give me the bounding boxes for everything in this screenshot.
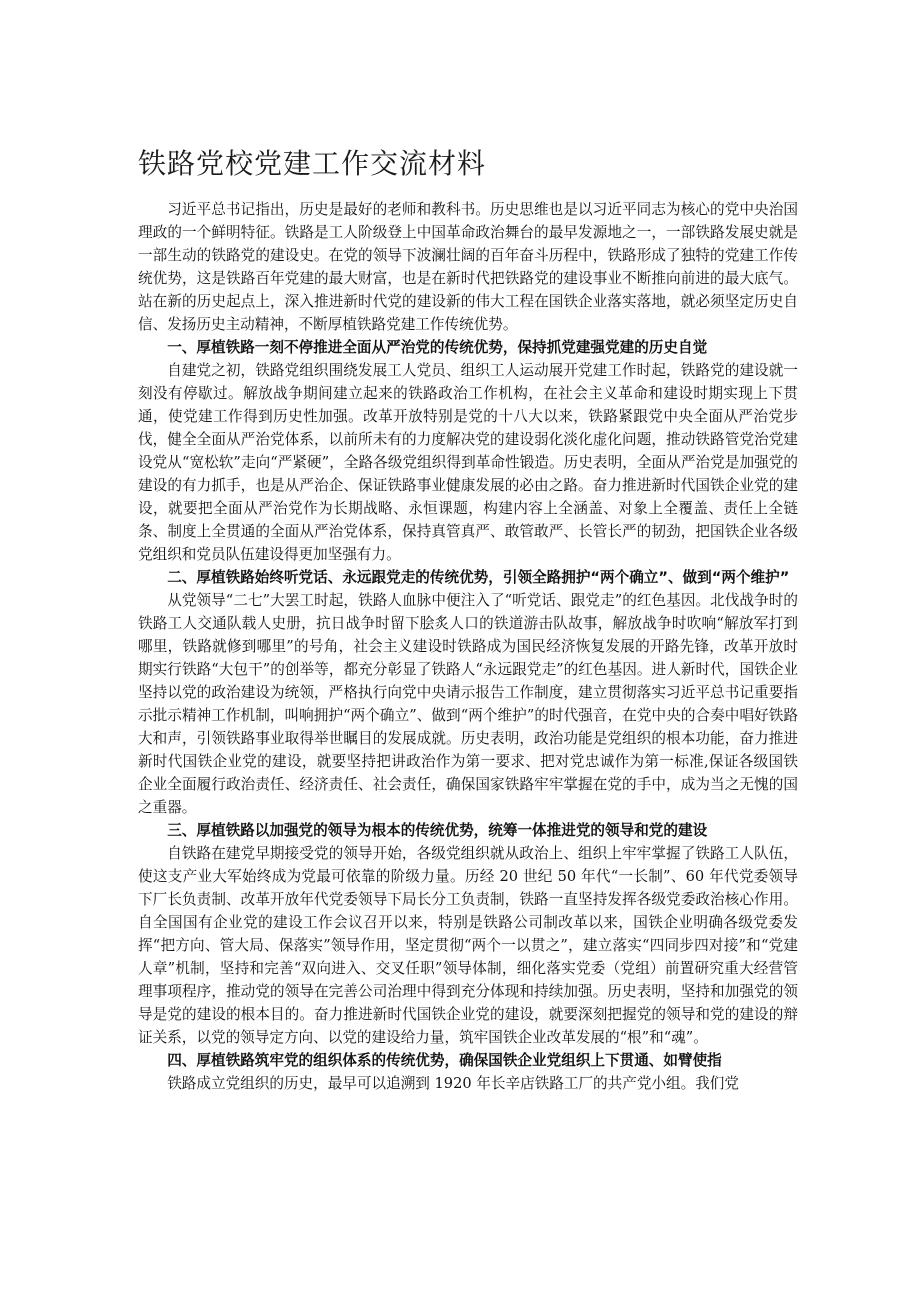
- section-3-paragraph: 自铁路在建党早期接受党的领导开始，各级党组织就从政治上、组织上牢牢掌握了铁路工人队伍，使这支产业大军始终成为党最可依靠的阶级力量。历经 20 世纪 50 年代“一长制”、60 年代党委领导下厂长负责制、改革开放年代党委领导下局长分工负责制，铁路一直坚持发挥各级党委政治核心作用。自全国国有企业党的建设工作会议召开以来，特别是铁路公司制改革以来，国铁企业明确各级党委发挥“把方向、管大局、保落实”领导作用，坚定贯彻“两个一以贯之”，建立落实“四同步四对接”和“党建人章”机制，坚持和完善“双向进入、交叉任职”领导体制，细化落实党委（党组）前置研究重大经营管理事项程序，推动党的领导在完善公司治理中得到充分体现和持续加强。历史表明，坚持和加强党的领导是党的建设的根本目的。奋力推进新时代国铁企业党的建设，就要深刻把握党的领导和党的建设的辩证关系，以党的领导定方向、以党的建设给力量，筑牢国铁企业改革发展的“根”和“魂”。: [138, 845, 798, 1046]
- section-heading-4: 四、厚植铁路筑牢党的组织体系的传统优势，确保国铁企业党组织上下贯通、如臂使指: [167, 1052, 722, 1069]
- document-body: [138, 198, 798, 1095]
- section-2-paragraph: 从党领导“二七”大罢工时起，铁路人血脉中便注入了“听党话、跟党走”的红色基因。北伐战争时的铁路工人交通队载人史册，抗日战争时留下脍炙人口的铁道游击队故事，解放战争时吹响“解放军打到哪里，铁路就修到哪里”的号角，社会主义建设时铁路成为国民经济恢复发展的开路先锋，改革开放时期实行铁路“大包干”的创举等，都充分彰显了铁路人“永远跟党走”的红色基因。进人新时代，国铁企业坚持以党的政治建设为统领，严格执行向党中央请示报告工作制度，建立贯彻落实习近平总书记重要指示批示精神工作机制，叫响拥护“两个确立”、做到“两个维护”的时代强音，在党中央的合奏中唱好铁路大和声，引领铁路事业取得举世瞩目的发展成就。历史表明，政治功能是党组织的根本功能，奋力推进新时代国铁企业党的建设，就要坚持把讲政治作为第一要求、把对党忠诚作为第一标准,保证各级国铁企业全面履行政治责任、经济责任、社会责任，确保国家铁路牢牢掌握在党的手中，成为当之无愧的国之重器。: [138, 592, 798, 816]
- section-heading-1: 一、厚植铁路一刻不停推进全面从严治党的传统优势，保持抓党建强党建的历史自觉: [167, 339, 708, 356]
- section-1-paragraph: 自建党之初，铁路党组织围绕发展工人党员、组织工人运动展开党建工作时起，铁路党的建设就一刻没有停歇过。解放战争期间建立起来的铁路政治工作机构，在社会主义革命和建设时期实现上下贯通，使党建工作得到历史性加强。改革开放特别是党的十八大以来，铁路紧跟党中央全面从严治党步伐，健全全面从严治党体系，以前所未有的力度解决党的建设弱化淡化虚化问题，推动铁路管党治党建设党从“宽松软”走向“严紧硬”，全路各级党组织得到革命性锻造。历史表明，全面从严治党是加强党的建设的有力抓手，也是从严治企、保证铁路事业健康发展的必由之路。奋力推进新时代国铁企业党的建设，就要把全面从严治党作为长期战略、永恒课题，构建内容上全涵盖、对象上全覆盖、责任上全链条、制度上全贯通的全面从严治党体系，保持真管真严、敢管敢严、长管长严的韧劲，把国铁企业各级党组织和党员队伍建设得更加坚强有力。: [138, 362, 798, 563]
- section-heading-3: 三、厚植铁路以加强党的领导为根本的传统优势，统筹一体推进党的领导和党的建设: [167, 822, 708, 839]
- section-heading-2: 二、厚植铁路始终听党话、永远跟党走的传统优势，引领全路拥护“两个确立”、做到“两个维护”: [167, 569, 790, 586]
- intro-paragraph: 习近平总书记指出，历史是最好的老师和教科书。历史思维也是以习近平同志为核心的党中央治国理政的一个鲜明特征。铁路是工人阶级登上中国革命政治舞台的最早发源地之一，一部铁路发展史就是一部生动的铁路党的建设史。在党的领导下波澜壮阔的百年奋斗历程中，铁路形成了独特的党建工作传统优势，这是铁路百年党建的最大财富，也是在新时代把铁路党的建设事业不断推向前进的最大底气。站在新的历史起点上，深入推进新时代党的建设新的伟大工程在国铁企业落实落地，就必须坚定历史自信、发扬历史主动精神，不断厚植铁路党建工作传统优势。: [138, 201, 798, 333]
- document-title: 铁路党校党建工作交流材料: [138, 147, 487, 180]
- section-4-paragraph: 铁路成立党组织的历史，最早可以追溯到 1920 年长辛店铁路工厂的共产党小组。我们党: [167, 1075, 739, 1092]
